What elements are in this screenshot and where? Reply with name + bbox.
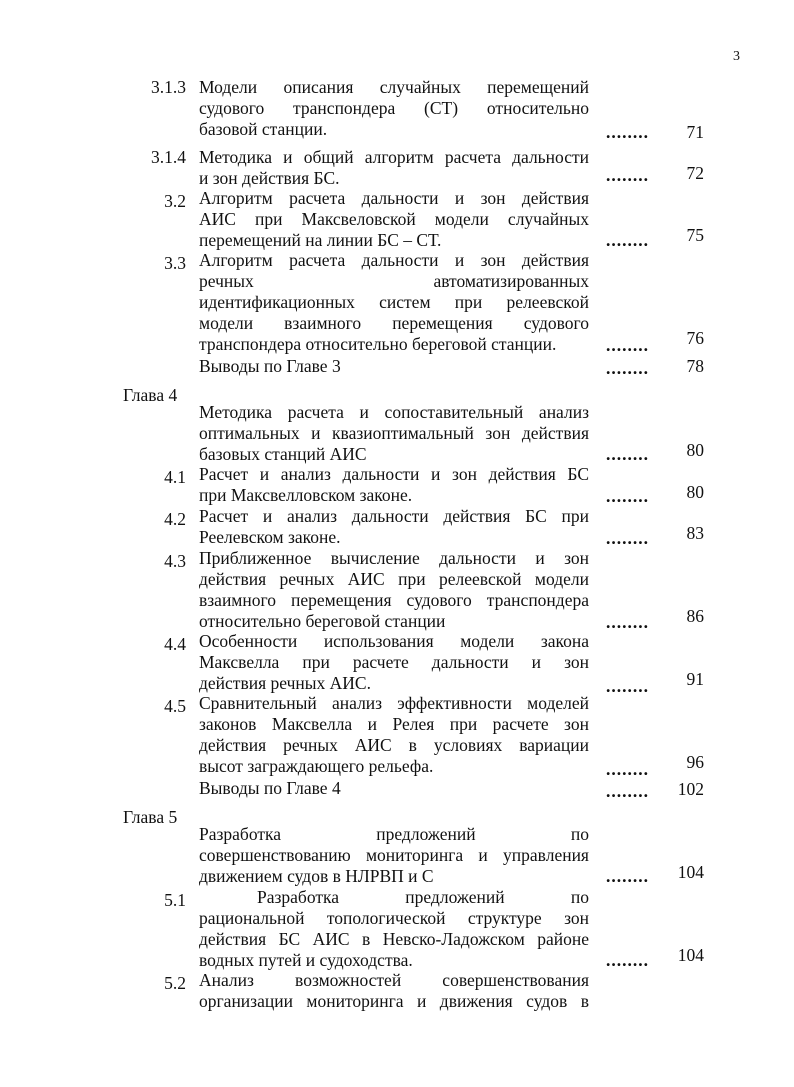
page-ref: 80 [686, 482, 704, 502]
title-line: перемещений на линии БС – СТ. [199, 230, 442, 250]
page-ref: 102 [677, 779, 704, 799]
page-ref: 72 [686, 163, 704, 183]
leader-dots: ........ [606, 335, 649, 355]
section-title [199, 778, 589, 799]
title-line: Приближенное вычисление дальности и зон [199, 548, 589, 568]
title-line: базовых станций АИС [199, 444, 367, 464]
title-line: действия БС АИС в Невско-Ладожском районе [199, 929, 589, 949]
page-ref: 86 [686, 606, 704, 626]
page-ref: 91 [686, 669, 704, 689]
title-line: рациональной топологической структуре зон [199, 908, 589, 928]
title-line: Выводы по Главе 4 [199, 778, 341, 798]
leader-dots: ........ [606, 444, 649, 464]
title-line: высот заграждающего рельефа. [199, 756, 434, 776]
page-ref: 76 [686, 328, 704, 348]
section-number: 4.1 [164, 467, 186, 487]
leader-dots: ........ [606, 612, 649, 632]
section-number: 4.2 [164, 509, 186, 529]
chapter-heading-5: Глава 5 [123, 807, 178, 827]
section-number: 4.4 [164, 634, 186, 654]
title-line: Особенности использования модели закона [199, 631, 589, 651]
page-ref: 80 [686, 440, 704, 460]
section-title [199, 548, 589, 632]
title-line: модели взаимного перемещения судового [199, 313, 589, 333]
title-line: идентификационных систем при релеевской [199, 292, 589, 312]
leader-dots: ........ [606, 950, 649, 970]
section-number: 3.2 [164, 191, 186, 211]
chapter-heading-4: Глава 4 [123, 385, 178, 405]
title-line: Алгоритм расчета дальности и зон действия [199, 250, 589, 270]
section-number: 4.5 [164, 696, 186, 716]
section-number: 3.1.3 [151, 77, 186, 97]
title-line: относительно береговой станции [199, 611, 446, 631]
title-line: действия речных АИС в условиях вариации [199, 735, 589, 755]
title-line: оптимальных и квазиоптимальный зон действия [199, 423, 589, 443]
title-line: Разработка предложений по [257, 887, 589, 907]
title-line: Максвелла при расчете дальности и зон [199, 652, 589, 672]
title-line: Алгоритм расчета дальности и зон действия [199, 188, 589, 208]
leader-dots: ........ [606, 528, 649, 548]
leader-dots: ........ [606, 676, 649, 696]
section-title [199, 77, 589, 140]
leader-dots: ........ [606, 781, 649, 801]
title-line: совершенствованию мониторинга и управления [199, 845, 589, 865]
section-title [199, 824, 589, 887]
title-line: базовой станции. [199, 119, 328, 139]
leader-dots: ........ [606, 165, 649, 185]
section-number: 3.1.4 [151, 147, 186, 167]
leader-dots: ........ [606, 759, 649, 779]
title-line: судового транспондера (СТ) относительно [199, 98, 589, 118]
section-number: 5.1 [164, 890, 186, 910]
title-line: при Максвелловском законе. [199, 485, 413, 505]
section-title [199, 693, 589, 777]
page-number: 3 [733, 49, 740, 64]
leader-dots: ........ [606, 866, 649, 886]
section-number: 5.2 [164, 973, 186, 993]
title-line: Разработка предложений по [199, 824, 589, 844]
title-line: речных автоматизированных [199, 271, 589, 291]
section-number: 3.3 [164, 253, 186, 273]
title-line: Расчет и анализ дальности действия БС при [199, 506, 589, 526]
leader-dots: ........ [606, 358, 649, 378]
section-title [199, 356, 589, 377]
section-title [199, 970, 589, 1012]
title-line: транспондера относительно береговой станции. [199, 334, 557, 354]
page-ref: 78 [686, 356, 704, 376]
title-line: Анализ возможностей совершенствования [199, 970, 589, 990]
title-line: организации мониторинга и движения судов в [199, 991, 589, 1011]
title-line: законов Максвелла и Релея при расчете зон [199, 714, 589, 734]
title-line: действия речных АИС при релеевской модели [199, 569, 589, 589]
page-ref: 71 [686, 122, 704, 142]
section-title [199, 464, 589, 506]
leader-dots: ........ [606, 486, 649, 506]
section-title [199, 402, 589, 465]
title-line: Методика и общий алгоритм расчета дальности [199, 147, 589, 167]
section-number: 4.3 [164, 551, 186, 571]
title-line: Сравнительный анализ эффективности моделей [199, 693, 589, 713]
title-line: движением судов в НЛРВП и С [199, 866, 434, 886]
page-ref: 83 [686, 523, 704, 543]
title-line: взаимного перемещения судового транспондера [199, 590, 589, 610]
section-title [199, 887, 589, 971]
section-title [199, 147, 589, 189]
section-title [199, 250, 589, 355]
title-line: АИС при Максвеловской модели случайных [199, 209, 589, 229]
section-title [199, 188, 589, 251]
leader-dots: ........ [606, 230, 649, 250]
section-title [199, 631, 589, 694]
title-line: Расчет и анализ дальности и зон действия БС [199, 464, 589, 484]
page-ref: 104 [677, 862, 704, 882]
title-line: Реелевском законе. [199, 527, 341, 547]
title-line: действия речных АИС. [199, 673, 371, 693]
title-line: Модели описания случайных перемещений [199, 77, 589, 97]
title-line: Выводы по Главе 3 [199, 356, 341, 376]
title-line: водных путей и судоходства. [199, 950, 413, 970]
title-line: и зон действия БС. [199, 168, 340, 188]
page-ref: 104 [677, 945, 704, 965]
page-ref: 96 [686, 752, 704, 772]
title-line: Методика расчета и сопоставительный анализ [199, 402, 589, 422]
page-ref: 75 [686, 225, 704, 245]
leader-dots: ........ [606, 122, 649, 142]
section-title [199, 506, 589, 548]
